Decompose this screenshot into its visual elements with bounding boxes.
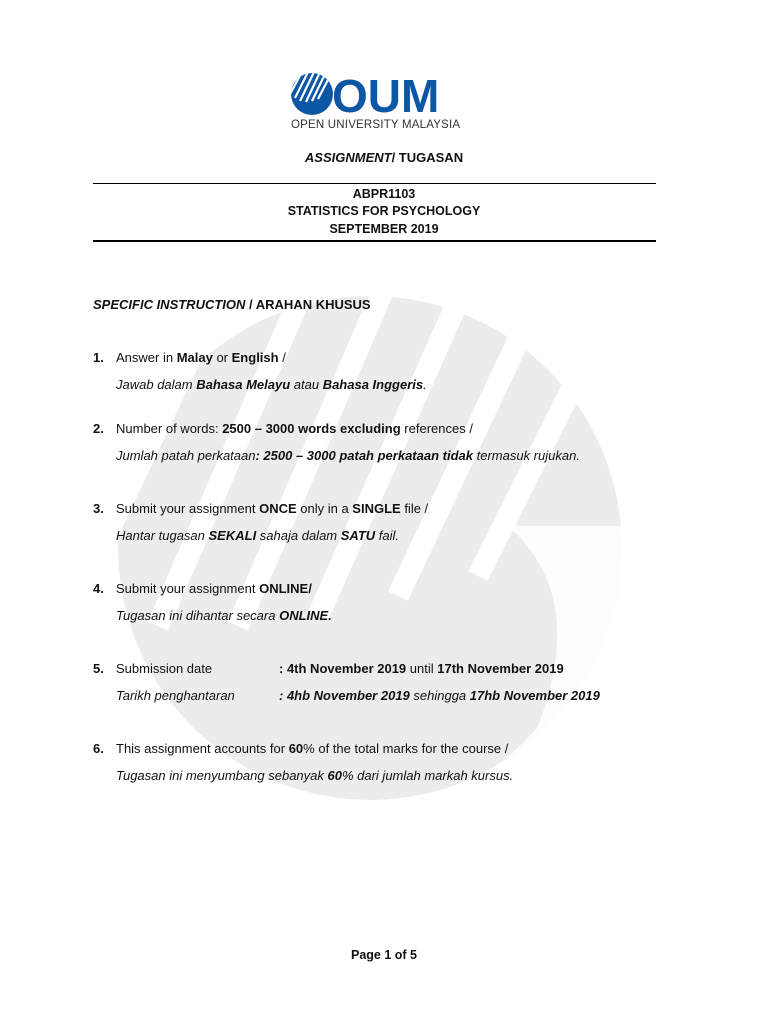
logo-text: OUM — [332, 72, 440, 122]
instruction-my: Jumlah patah perkataan: 2500 – 3000 patah perkataan tidak termasuk rujukan. — [116, 448, 580, 463]
document-title: ASSIGNMENT/ TUGASAN — [304, 150, 464, 165]
instruction-en: Submission date — [116, 661, 213, 676]
instruction-my: Tugasan ini menyumbang sebanyak 60% dari jumlah markah kursus. — [116, 768, 514, 783]
submission-dates-my: : 4hb November 2019 sehingga 17hb November 2019 — [279, 688, 600, 703]
instruction-my: Tugasan ini dihantar secara ONLINE. — [116, 608, 332, 623]
instruction-en: Number of words: 2500 – 3000 words excluding references / — [116, 421, 473, 436]
course-name: STATISTICS FOR PSYCHOLOGY — [287, 204, 481, 218]
instructions-heading: SPECIFIC INSTRUCTION / ARAHAN KHUSUS — [93, 297, 371, 312]
logo-subtitle: OPEN UNIVERSITY MALAYSIA — [291, 119, 461, 131]
instruction-en: Submit your assignment ONCE only in a SINGLE file / — [116, 501, 429, 516]
instruction-my: Hantar tugasan SEKALI sahaja dalam SATU fail. — [116, 528, 400, 543]
instruction-en: Submit your assignment ONLINE/ — [116, 581, 312, 596]
semester: SEPTEMBER 2019 — [329, 222, 439, 236]
page-number: Page 1 of 5 — [351, 948, 417, 962]
instruction-my: Jawab dalam Bahasa Melayu atau Bahasa Inggeris. — [116, 377, 427, 392]
course-code: ABPR1103 — [352, 187, 416, 201]
instruction-en: Answer in Malay or English / — [116, 350, 286, 365]
top-rule — [93, 183, 656, 184]
bottom-rule — [93, 240, 656, 242]
instruction-my: Tarikh penghantaran — [116, 688, 235, 703]
instruction-en: This assignment accounts for 60% of the total marks for the course / — [116, 741, 509, 756]
watermark-logo — [118, 296, 623, 801]
submission-dates-en: : 4th November 2019 until 17th November 2019 — [279, 661, 564, 676]
